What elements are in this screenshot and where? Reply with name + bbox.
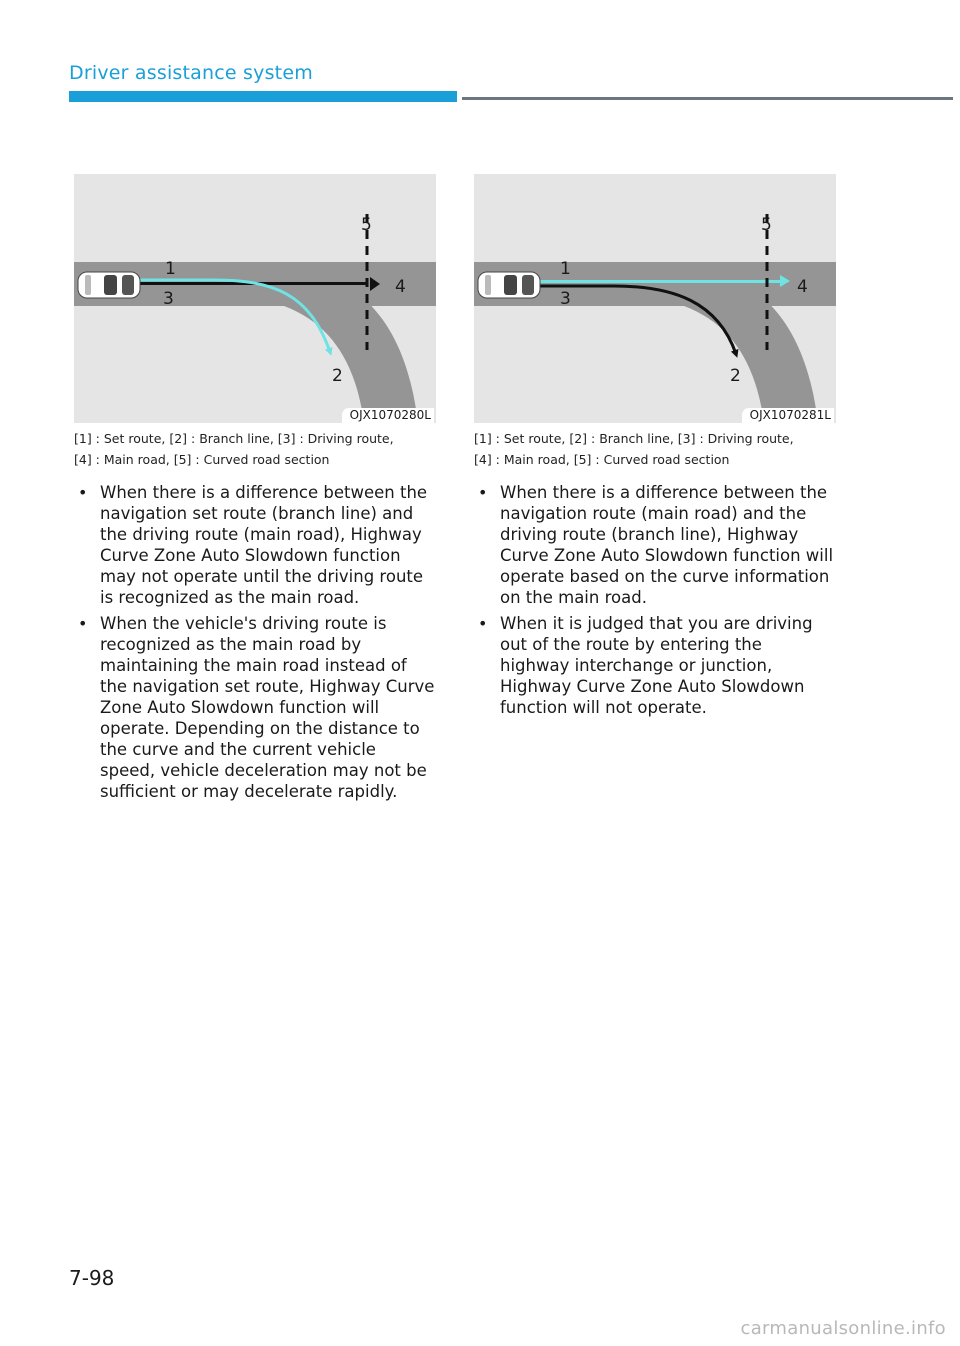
label-1: 1: [165, 259, 176, 279]
header-accent-bar: [69, 91, 457, 102]
header-divider-line: [462, 97, 953, 100]
bullet-item: • When it is judged that you are driving out of the route by entering the highway interchange or junction, Highway Curve Zone Auto Slowdown function will not operate.: [474, 613, 836, 718]
label-2: 2: [332, 366, 343, 386]
label-2: 2: [730, 366, 741, 386]
vehicle-icon: [478, 272, 540, 298]
label-4: 4: [395, 277, 406, 297]
bullet-list: [74, 482, 436, 802]
label-3: 3: [560, 289, 571, 309]
caption-line: [4] : Main road, [5] : Curved road section: [74, 452, 330, 467]
bullet-item: • When there is a difference between the navigation route (main road) and the driving route (branch line), Highway Curve Zone Auto Slowdown function will operate based on the curve information on the main road.: [474, 482, 836, 608]
bullet-item: • When the vehicle's driving route is recognized as the main road by maintaining the main road instead of the navigation set route, Highway Curve Zone Auto Slowdown function will operate. Depending on the distance to the curve and the current vehicle speed, vehicle deceleration may not be sufficient or may decelerate rapidly.: [74, 613, 436, 802]
caption-line: [1] : Set route, [2] : Branch line, [3] : Driving route,: [74, 431, 394, 446]
figure-caption: [74, 428, 436, 470]
label-4: 4: [797, 277, 808, 297]
figure-branch-line-driving: [474, 174, 836, 423]
right-column: [474, 174, 836, 723]
label-5: 5: [761, 215, 772, 235]
figure-caption: [474, 428, 836, 470]
bullet-list: [474, 482, 836, 718]
label-5: 5: [361, 215, 372, 235]
left-column: [74, 174, 436, 807]
figure-main-road-driving: [74, 174, 436, 423]
bullet-item: • When there is a difference between the navigation set route (branch line) and the driving route (main road), Highway Curve Zone Auto Slowdown function may not operate until the driving route is recognized as the main road.: [74, 482, 436, 608]
section-title: Driver assistance system: [69, 62, 313, 84]
watermark: carmanualsonline.info: [740, 1318, 946, 1339]
road-diagram-1: [74, 174, 436, 423]
set-route-line: [512, 280, 780, 283]
vehicle-icon: [78, 272, 140, 298]
label-1: 1: [560, 259, 571, 279]
label-3: 3: [163, 289, 174, 309]
caption-line: [4] : Main road, [5] : Curved road section: [474, 452, 730, 467]
road-diagram-2: [474, 174, 836, 423]
figure-code: OJX1070281L: [742, 408, 834, 423]
caption-line: [1] : Set route, [2] : Branch line, [3] : Driving route,: [474, 431, 794, 446]
page-number: 7-98: [69, 1266, 115, 1290]
figure-code: OJX1070280L: [342, 408, 434, 423]
